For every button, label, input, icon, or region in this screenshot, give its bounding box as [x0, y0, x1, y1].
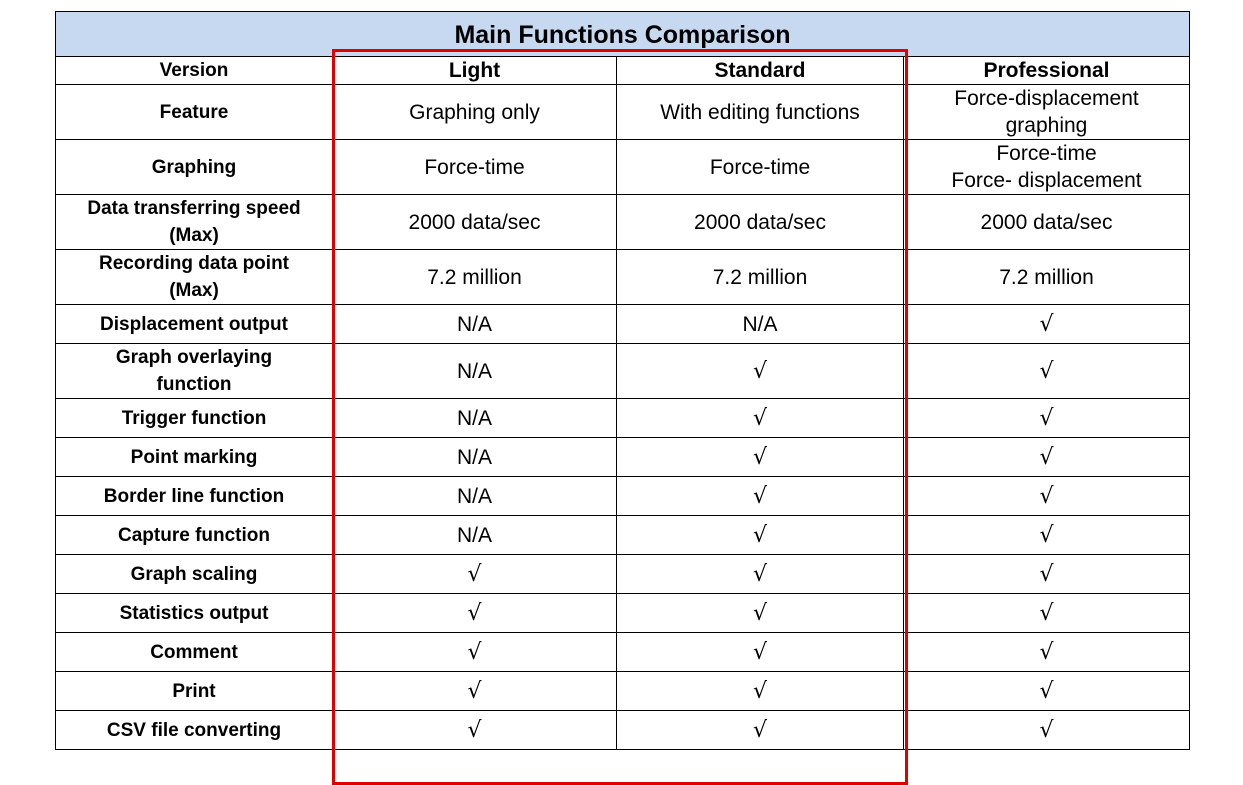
check-mark-icon: √ [1039, 311, 1054, 337]
value-cell-light [333, 399, 617, 438]
value-cell-light [333, 305, 617, 344]
table-row [56, 672, 1190, 711]
row-label [56, 516, 333, 555]
check-mark-icon: √ [1039, 678, 1054, 704]
value-cell-light [333, 140, 617, 195]
row-label [56, 399, 333, 438]
row-label [56, 250, 333, 305]
column-header-light: Light [333, 57, 617, 85]
row-label-line: Graph overlaying [115, 347, 273, 368]
value-cell-light [333, 438, 617, 477]
row-label-line: Statistics output [119, 602, 269, 624]
check-mark-cell-professional [904, 344, 1190, 399]
check-mark-icon: √ [467, 678, 482, 704]
table-row [56, 633, 1190, 672]
row-label [56, 711, 333, 750]
check-mark-icon: √ [1039, 444, 1054, 470]
table-row [56, 140, 1190, 195]
row-label-line: Capture function [118, 524, 270, 546]
row-label-line: Trigger function [121, 407, 267, 429]
value-text: graphing [1005, 114, 1088, 137]
value-text: N/A [456, 312, 492, 336]
check-mark-icon: √ [467, 717, 482, 743]
row-label-line: Data transferring speed [87, 198, 301, 219]
value-text: 2000 data/sec [980, 210, 1113, 234]
table-row [56, 344, 1190, 399]
check-mark-icon: √ [467, 600, 482, 626]
value-text: N/A [742, 312, 778, 336]
check-mark-icon: √ [1039, 522, 1054, 548]
row-label-line: Comment [150, 641, 238, 663]
check-mark-cell-light [333, 711, 617, 750]
value-text: 7.2 million [712, 265, 808, 289]
check-mark-icon: √ [467, 561, 482, 587]
row-label-line: Print [172, 680, 216, 702]
check-mark-icon: √ [1039, 405, 1054, 431]
value-text: N/A [456, 445, 492, 469]
check-mark-icon: √ [752, 358, 768, 384]
table-row [56, 516, 1190, 555]
comparison-table [55, 11, 1190, 750]
row-label [56, 594, 333, 633]
value-text: Force- displacement [951, 169, 1142, 192]
row-label-line: (Max) [169, 225, 219, 246]
row-label-line: CSV file converting [106, 719, 282, 741]
row-label-line: Graph scaling [130, 563, 258, 585]
value-text: Force-displacement [954, 87, 1139, 110]
table-row [56, 594, 1190, 633]
row-label-line: (Max) [169, 280, 219, 301]
row-label [56, 555, 333, 594]
row-label [56, 344, 333, 399]
check-mark-icon: √ [752, 639, 768, 665]
check-mark-icon: √ [752, 678, 768, 704]
row-label-line: Point marking [130, 446, 258, 468]
value-text: With editing functions [660, 100, 860, 124]
value-cell-professional [904, 140, 1190, 195]
check-mark-cell-professional [904, 399, 1190, 438]
value-cell-light [333, 85, 617, 140]
check-mark-cell-professional [904, 594, 1190, 633]
check-mark-cell-light [333, 555, 617, 594]
value-cell-standard [617, 250, 904, 305]
value-cell-professional [904, 195, 1190, 250]
row-label [56, 85, 333, 140]
value-text: Force-time [424, 155, 525, 179]
check-mark-icon: √ [467, 639, 482, 665]
table-row [56, 305, 1190, 344]
check-mark-cell-standard [617, 633, 904, 672]
check-mark-cell-standard [617, 516, 904, 555]
row-label [56, 438, 333, 477]
column-header-professional: Professional [904, 57, 1190, 85]
check-mark-cell-standard [617, 477, 904, 516]
table-row [56, 399, 1190, 438]
check-mark-cell-standard [617, 438, 904, 477]
value-cell-light [333, 516, 617, 555]
row-label-line: Border line function [103, 485, 285, 507]
table-row [56, 438, 1190, 477]
value-cell-standard [617, 140, 904, 195]
value-cell-standard [617, 85, 904, 140]
check-mark-icon: √ [752, 561, 768, 587]
table-row [56, 250, 1190, 305]
check-mark-cell-professional [904, 516, 1190, 555]
check-mark-icon: √ [752, 444, 768, 470]
row-label [56, 633, 333, 672]
row-label-line: Displacement output [100, 313, 288, 335]
row-label-line: function [156, 374, 232, 395]
value-text: N/A [456, 523, 492, 547]
value-text: Force-time [996, 142, 1097, 165]
row-label [56, 140, 333, 195]
check-mark-cell-light [333, 633, 617, 672]
value-text: 2000 data/sec [408, 210, 541, 234]
row-label [56, 305, 333, 344]
value-text: 7.2 million [999, 265, 1094, 289]
check-mark-cell-professional [904, 477, 1190, 516]
check-mark-icon: √ [752, 600, 768, 626]
check-mark-icon: √ [752, 717, 768, 743]
check-mark-cell-standard [617, 399, 904, 438]
row-label-line: Recording data point [99, 253, 289, 274]
value-cell-light [333, 477, 617, 516]
row-label-line: Graphing [151, 156, 237, 178]
table-row [56, 555, 1190, 594]
check-mark-cell-standard [617, 344, 904, 399]
value-text: Force-time [709, 155, 811, 179]
value-text: N/A [456, 359, 492, 383]
version-header-row [56, 57, 1190, 85]
row-label [56, 672, 333, 711]
value-cell-standard [617, 305, 904, 344]
check-mark-cell-standard [617, 594, 904, 633]
check-mark-cell-standard [617, 555, 904, 594]
value-cell-professional [904, 85, 1190, 140]
column-header-standard: Standard [617, 57, 904, 85]
table-row [56, 195, 1190, 250]
version-label: Version [56, 57, 333, 85]
value-cell-light [333, 250, 617, 305]
check-mark-icon: √ [1039, 600, 1054, 626]
check-mark-cell-light [333, 594, 617, 633]
row-label [56, 477, 333, 516]
table-title: Main Functions Comparison [56, 12, 1190, 57]
check-mark-cell-standard [617, 711, 904, 750]
comparison-table-container [55, 11, 1189, 750]
table-row [56, 85, 1190, 140]
check-mark-icon: √ [752, 483, 768, 509]
table-row [56, 711, 1190, 750]
check-mark-icon: √ [752, 522, 768, 548]
check-mark-icon: √ [1039, 358, 1054, 384]
check-mark-icon: √ [752, 405, 768, 431]
check-mark-icon: √ [1039, 639, 1054, 665]
check-mark-cell-professional [904, 438, 1190, 477]
check-mark-cell-professional [904, 633, 1190, 672]
value-cell-standard [617, 195, 904, 250]
value-text: Graphing only [409, 100, 540, 124]
value-cell-professional [904, 250, 1190, 305]
check-mark-icon: √ [1039, 483, 1054, 509]
value-cell-light [333, 195, 617, 250]
value-cell-light [333, 344, 617, 399]
check-mark-cell-light [333, 672, 617, 711]
value-text: 7.2 million [427, 265, 522, 289]
check-mark-cell-standard [617, 672, 904, 711]
value-text: N/A [456, 406, 492, 430]
check-mark-cell-professional [904, 305, 1190, 344]
check-mark-icon: √ [1039, 717, 1054, 743]
check-mark-cell-professional [904, 555, 1190, 594]
row-label [56, 195, 333, 250]
check-mark-cell-professional [904, 672, 1190, 711]
table-row [56, 477, 1190, 516]
check-mark-cell-professional [904, 711, 1190, 750]
table-body [56, 85, 1190, 750]
row-label-line: Feature [159, 101, 229, 123]
check-mark-icon: √ [1039, 561, 1054, 587]
value-text: N/A [456, 484, 492, 508]
value-text: 2000 data/sec [694, 210, 826, 234]
